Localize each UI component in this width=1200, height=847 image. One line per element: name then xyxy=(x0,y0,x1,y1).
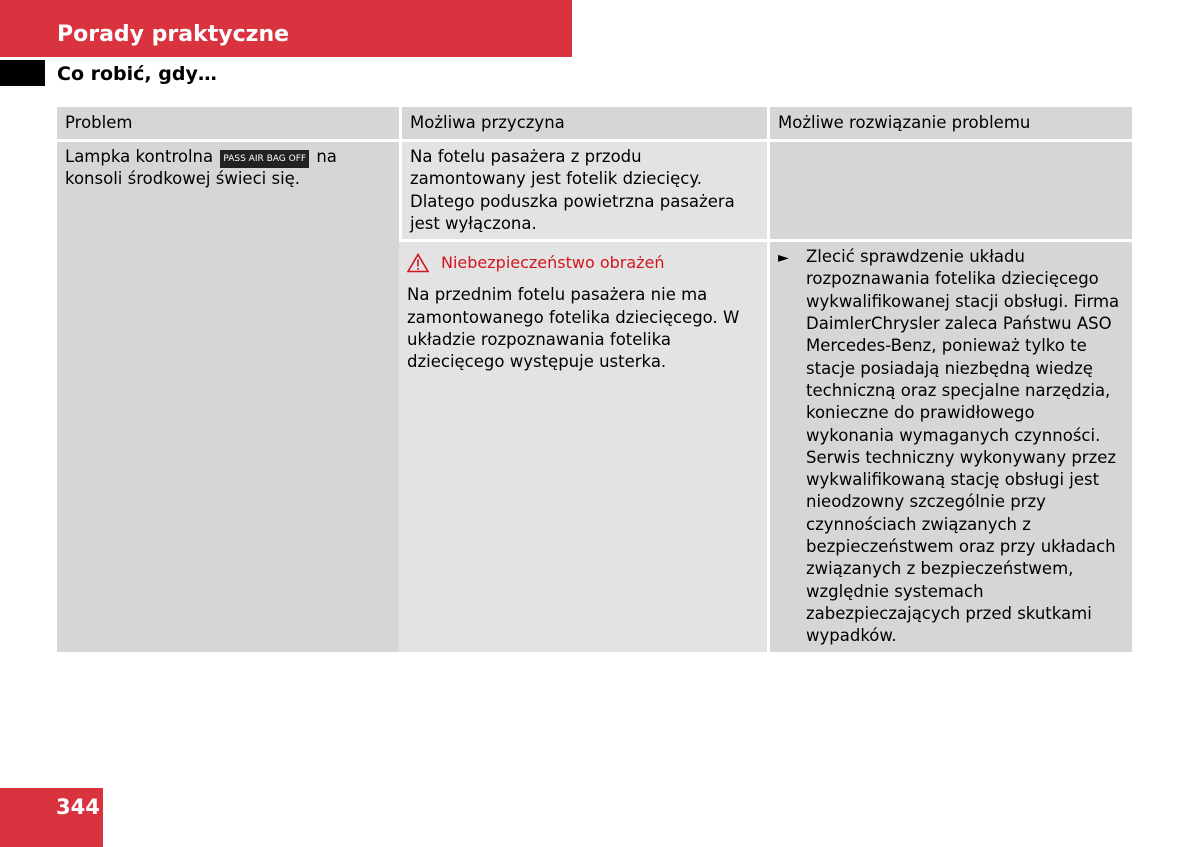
warning-cell xyxy=(399,242,767,651)
troubleshooting-table xyxy=(57,107,1132,652)
cause-text: Na fotelu pasażera z przodu zamontowany jest fotelik dziecięcy. Dlatego poduszka powietrzna pasażera jest wyłączona. xyxy=(410,147,735,233)
table-row xyxy=(57,142,1132,242)
warning-heading xyxy=(407,252,759,274)
table-header-row xyxy=(57,107,1132,142)
section-marker xyxy=(0,60,45,86)
solution-text: Zlecić sprawdzenie układu rozpoznawania fotelika dziecięcego wykwalifikowanej stacji obsługi. Firma DaimlerChrysler zaleca Państwu ASO Mercedes-Benz, ponieważ tylko te stacje posiadają niezbędną wiedzę techniczną oraz specjalne narzędzia, konieczne do prawidłowego wykonania wymaganych czynności. Serwis techniczny wykonywany przez wykwalifikowaną stację obsługi jest nieodzowny szczególnie przy czynnościach związanych z bezpieczeństwem oraz przy układach związanych z bezpieczeństwem, względnie systemach zabezpieczających przed skutkami wypadków. xyxy=(806,247,1120,646)
solution-cell-empty xyxy=(767,142,1132,242)
solution-cell xyxy=(767,242,1132,651)
warning-title: Niebezpieczeństwo obrażeń xyxy=(441,253,665,273)
page-number: 344 xyxy=(56,795,100,819)
section-title: Porady praktyczne xyxy=(57,22,290,47)
warning-triangle-icon xyxy=(407,253,429,273)
column-header-solution: Możliwe rozwiązanie problemu xyxy=(767,107,1132,142)
page-subtitle: Co robić, gdy… xyxy=(57,63,217,85)
cause-cell xyxy=(399,142,767,242)
pass-air-bag-off-indicator-icon: PASS AIR BAG OFF xyxy=(220,150,309,168)
warning-text: Na przednim fotelu pasażera nie ma zamontowanego fotelika dziecięcego. W układzie rozpoznawania fotelika dziecięcego występuje usterka. xyxy=(407,285,740,372)
problem-prefix: Lampka kontrolna xyxy=(65,147,214,166)
column-header-problem: Problem xyxy=(57,107,399,142)
solution-item xyxy=(778,246,1124,647)
bullet-arrow-icon: ► xyxy=(778,250,789,267)
column-header-cause: Możliwa przyczyna xyxy=(399,107,767,142)
problem-cell xyxy=(57,142,399,652)
problem-suffix: na konsoli środkowej świeci się. xyxy=(65,147,337,189)
